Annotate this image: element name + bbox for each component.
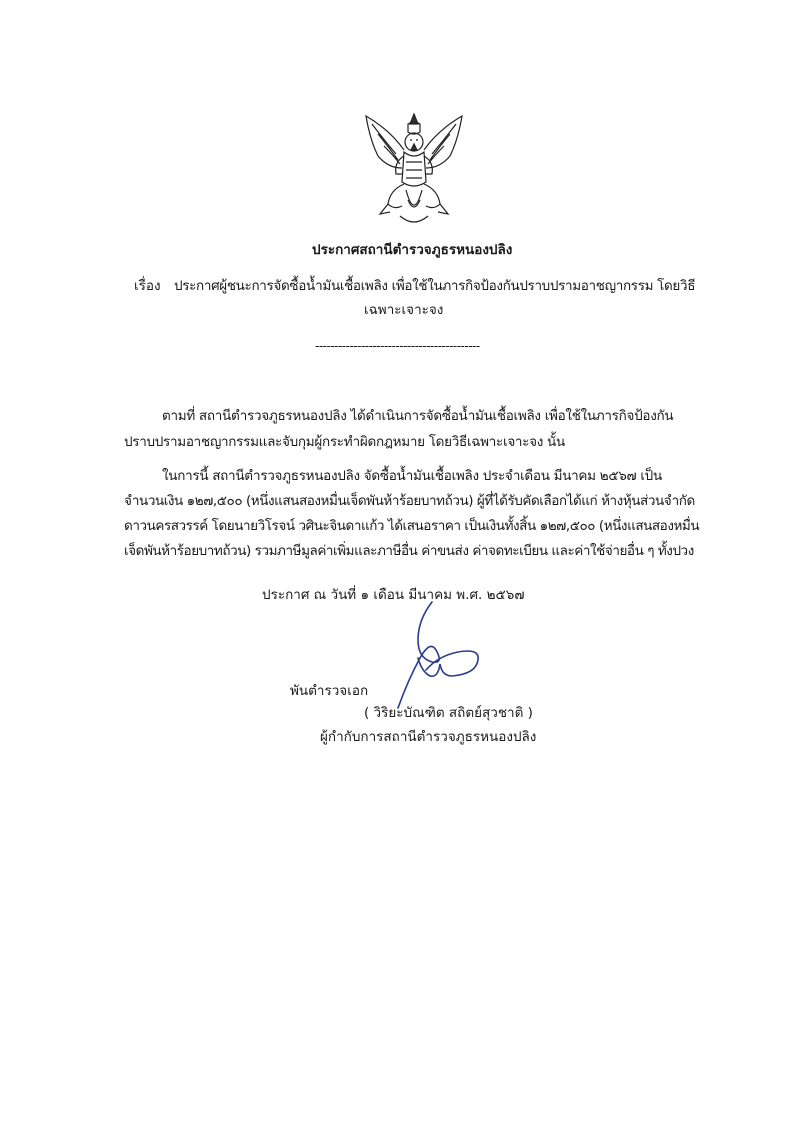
paragraph-1-line-2: ปราบปรามอาชญากรรมและจับกุมผู้กระทำผิดกฎหมาย โดยวิธีเฉพาะเจาะจง นั้น: [124, 434, 565, 450]
handwritten-signature: [378, 600, 498, 715]
signatory-name: ( วิริยะบัณฑิต สถิตย์สุวชาติ ): [364, 705, 533, 721]
announcement-date: ประกาศ ณ วันที่ ๑ เดือน มีนาคม พ.ศ. ๒๕๖๗: [262, 587, 525, 603]
paragraph-2-line-2: จำนวนเงิน ๑๒๗,๕๐๐ (หนึ่งแสนสองหมื่นเจ็ดพันห้าร้อยบาทถ้วน) ผู้ที่ได้รับคัดเลือกได้แก่ ห้างหุ้นส่วนจำกัด: [124, 493, 695, 509]
announcement-title: ประกาศสถานีตำรวจภูธรหนองปลิง: [312, 242, 513, 258]
paragraph-2-line-4: เจ็ดพันห้าร้อยบาทถ้วน) รวมภาษีมูลค่าเพิ่มและภาษีอื่น ค่าขนส่ง ค่าจดทะเบียน และค่าใช้จ่ายอื่น ๆ ทั้งปวง: [124, 543, 694, 559]
subject-line-1: ประกาศผู้ชนะการจัดซื้อน้ำมันเชื้อเพลิง เพื่อใช้ในภารกิจป้องกันปราบปรามอาชญากรรม โดยวิธี: [174, 278, 696, 294]
garuda-emblem-icon: [360, 110, 468, 228]
signatory-rank: พันตำรวจเอก: [290, 683, 369, 699]
subject-line-2: เฉพาะเจาะจง: [364, 302, 444, 318]
paragraph-1-line-1: ตามที่ สถานีตำรวจภูธรหนองปลิง ได้ดำเนินการจัดซื้อน้ำมันเชื้อเพลิง เพื่อใช้ในภารกิจป้องกัน: [162, 408, 674, 424]
paragraph-2-line-3: ดาวนครสวรรค์ โดยนายวิโรจน์ วศินะจินดาแก้ว ได้เสนอราคา เป็นเงินทั้งสิ้น ๑๒๗,๕๐๐ (หนึ่งแสนสองหมื่น: [124, 518, 700, 534]
signatory-position: ผู้กำกับการสถานีตำรวจภูธรหนองปลิง: [320, 729, 537, 745]
paragraph-2-line-1: ในการนี้ สถานีตำรวจภูธรหนองปลิง จัดซื้อน้ำมันเชื้อเพลิง ประจำเดือน มีนาคม ๒๕๖๗ เป็น: [162, 468, 662, 484]
divider-line: -------------------------------------------: [315, 339, 480, 353]
subject-label: เรื่อง: [134, 278, 161, 294]
